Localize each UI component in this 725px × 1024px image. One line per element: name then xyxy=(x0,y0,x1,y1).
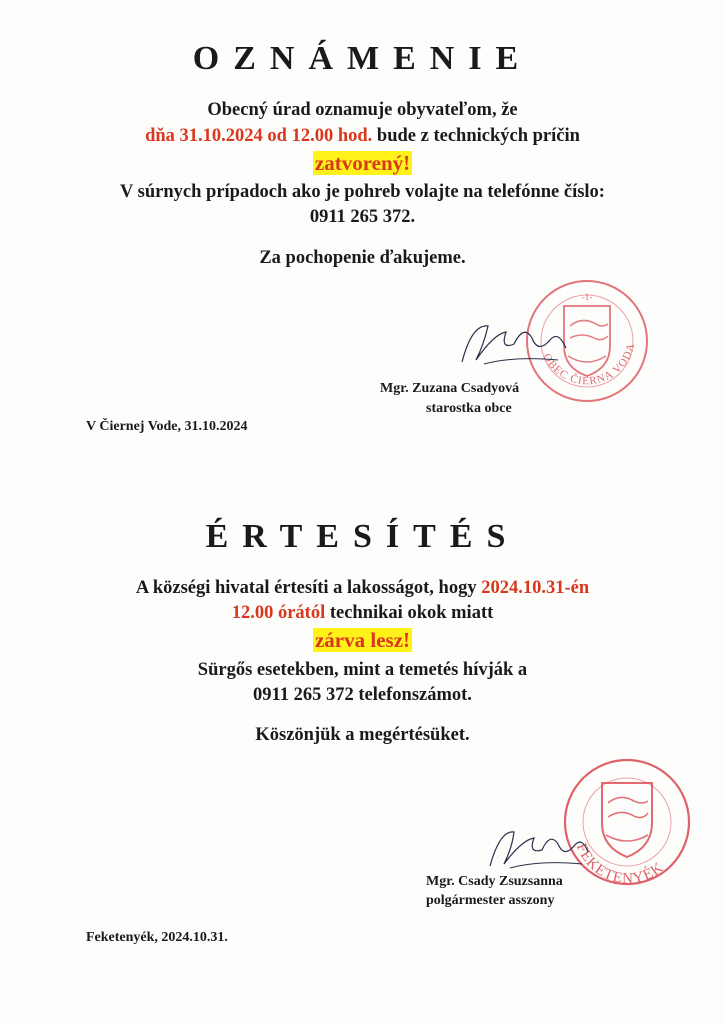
hu-time: 12.00 órától xyxy=(231,603,326,623)
hu-thanks: Köszönjük a megértésüket. xyxy=(255,725,470,745)
sk-signature xyxy=(454,304,574,374)
sk-stamp-number: -1- xyxy=(581,292,593,302)
hu-date: 2024.10.31-én xyxy=(481,578,590,598)
hu-title: ÉRTESÍTÉS xyxy=(205,518,520,555)
hu-closed-highlight: zárva lesz! xyxy=(314,628,411,652)
hu-signature xyxy=(484,812,594,876)
hu-place-date: Feketenyék, 2024.10.31. xyxy=(86,930,228,945)
sk-phone: 0911 265 372. xyxy=(309,207,416,227)
sk-highlight-line xyxy=(0,151,725,176)
sk-title: OZNÁMENIE xyxy=(192,40,533,77)
sk-closed-highlight: zatvorený! xyxy=(314,151,411,175)
hu-line-1 xyxy=(0,578,725,599)
hu-signer-role: polgármester asszony xyxy=(426,893,555,908)
sk-stamp-text: OBEC ČIERNA VODA xyxy=(540,341,638,388)
sk-place-date: V Čiernej Vode, 31.10.2024 xyxy=(86,419,248,434)
hu-phone: 0911 265 372 telefonszámot. xyxy=(253,685,472,705)
sk-line-1: Obecný úrad oznamuje obyvateľom, že xyxy=(207,100,518,120)
sk-line-3: V súrnych prípadoch ako je pohreb volajte na telefónne číslo: xyxy=(120,182,605,202)
hu-line-3: Sürgős esetekben, mint a temetés hívják a xyxy=(197,660,528,680)
hu-signer-name: Mgr. Csady Zsuzsanna xyxy=(426,874,563,889)
hu-line-2 xyxy=(0,603,725,624)
sk-date-time: dňa 31.10.2024 od 12.00 hod. xyxy=(145,126,373,146)
sk-signer-name: Mgr. Zuzana Csadyová xyxy=(380,381,520,396)
hu-highlight-line xyxy=(0,628,725,653)
hu-line-1-text: A községi hivatal értesíti a lakosságot, hogy xyxy=(135,578,482,598)
sk-line-2 xyxy=(0,126,725,147)
sk-signer-role: starostka obce xyxy=(426,401,512,416)
hu-stamp-text: FEKETENYÉK xyxy=(572,841,667,888)
hu-line-2-rest: technikai okok miatt xyxy=(325,603,494,623)
sk-line-2-rest: bude z technických príčin xyxy=(372,126,580,146)
sk-thanks: Za pochopenie ďakujeme. xyxy=(259,248,466,268)
